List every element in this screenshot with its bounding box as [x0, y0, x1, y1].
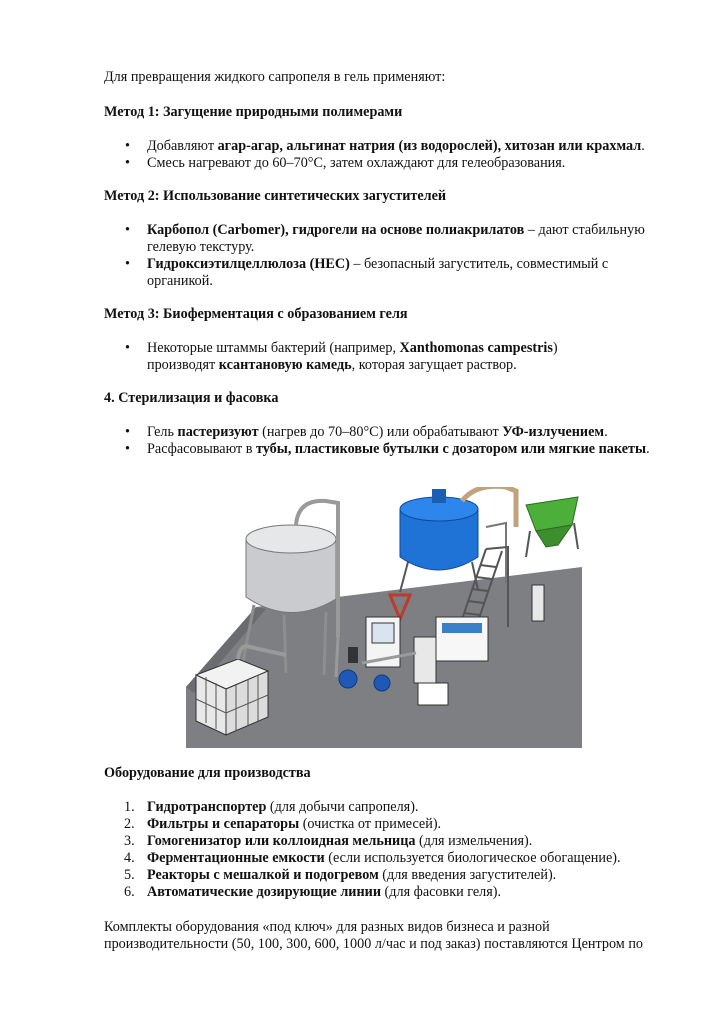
- section4-heading: 4. Стерилизация и фасовка: [104, 390, 279, 406]
- list-item: 4. Ферментационные емкости (если используется биологическое обогащение).: [124, 850, 621, 866]
- list-item: • Гель пастеризуют (нагрев до 70–80°C) или обрабатывают УФ-излучением.: [104, 424, 684, 441]
- list-item: • Добавляют агар-агар, альгинат натрия (из водорослей), хитозан или крахмал.: [104, 138, 684, 155]
- method2-heading: Метод 2: Использование синтетических загустителей: [104, 188, 447, 204]
- list-item: • Смесь нагревают до 60–70°C, затем охлаждают для гелеобразования.: [104, 155, 684, 172]
- list-item: • Гидроксиэтилцеллюлоза (HEC) – безопасный загуститель, совместимый с органикой.: [104, 256, 684, 290]
- list-item: 3. Гомогенизатор или коллоидная мельница (для измельчения).: [124, 833, 533, 849]
- equipment-heading: Оборудование для производства: [104, 765, 311, 781]
- method1-heading: Метод 1: Загущение природными полимерами: [104, 104, 403, 120]
- equipment-list: [104, 799, 684, 901]
- section4-list: [104, 424, 684, 458]
- closing-line-1: Комплекты оборудования «под ключ» для разных видов бизнеса и разной: [104, 919, 550, 935]
- method3-list: [104, 340, 684, 374]
- method2-list: [104, 222, 684, 290]
- method3-heading: Метод 3: Биоферментация с образованием геля: [104, 306, 408, 322]
- list-item: 5. Реакторы с мешалкой и подогревом (для введения загустителей).: [124, 867, 557, 883]
- equipment-illustration: [186, 487, 582, 748]
- list-item: 1. Гидротранспортер (для добычи сапропеля).: [124, 799, 419, 815]
- method1-list: [104, 138, 684, 172]
- list-item: • Карбопол (Carbomer), гидрогели на основе полиакрилатов – дают стабильную гелевую текстуру.: [104, 222, 684, 256]
- closing-paragraph: [104, 919, 674, 953]
- list-item: 2. Фильтры и сепараторы (очистка от примесей).: [124, 816, 442, 832]
- list-item: 6. Автоматические дозирующие линии (для фасовки геля).: [124, 884, 502, 900]
- closing-line-2: производительности (50, 100, 300, 600, 1000 л/час и под заказ) поставляются Центром по: [104, 936, 643, 952]
- list-item: • Расфасовывают в тубы, пластиковые бутылки с дозатором или мягкие пакеты.: [104, 441, 684, 458]
- intro-text: Для превращения жидкого сапропеля в гель применяют:: [104, 69, 446, 85]
- list-item: • Некоторые штаммы бактерий (например, Xanthomonas campestris) производят ксантановую камедь, которая загущает раствор.: [104, 340, 684, 374]
